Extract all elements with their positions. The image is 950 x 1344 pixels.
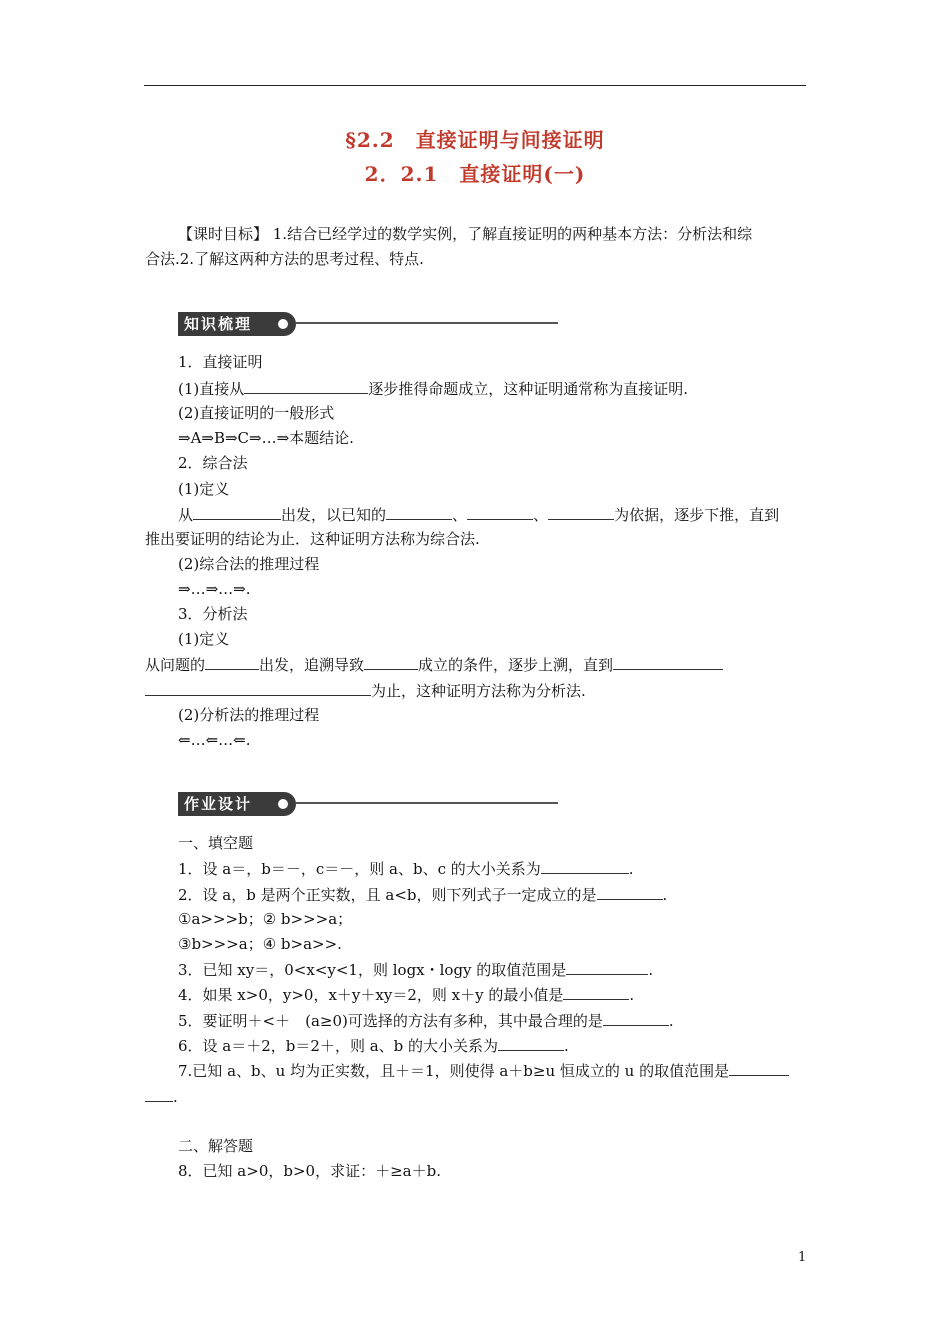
homework-section-1: 一、填空题 [178,834,254,852]
text: 出发，以已知的 [281,506,387,524]
text: 出发，追溯导致 [259,656,365,674]
text: 7.已知 a、b、u 均为正实数，且＋＝1，则使得 a＋b≥u 恒成立的 u 的取值范围是 [178,1062,730,1080]
text: 从问题的 [145,656,206,674]
fill-blank [603,1010,669,1026]
fill-blank [566,959,648,975]
text: . [668,1012,674,1030]
banner-rule [296,802,558,804]
text: 、 [533,506,549,524]
text: 3．已知 xy＝，0<x<y<1，则 logx・logy 的取值范围是 [178,961,567,979]
text: 成立的条件，逐步上溯，直到 [418,656,614,674]
knowledge-l11: 3．分析法 [178,605,248,623]
text: . [173,1088,178,1106]
knowledge-l16: ⇐…⇐…⇐. [178,731,251,749]
header-rule [144,85,806,86]
fill-blank [548,504,614,520]
knowledge-l14 [145,680,586,701]
text: 为止，这种证明方法称为分析法. [371,682,586,700]
text: . [564,1037,569,1055]
fill-blank [145,680,371,696]
question-6 [178,1035,569,1056]
fill-blank [541,858,629,874]
banner-rule [296,322,558,324]
fill-blank [145,1086,173,1102]
fill-blank [193,504,281,520]
banner-dot-icon [278,799,288,809]
homework-banner-label: 作业设计 [178,792,296,816]
fill-blank [467,504,533,520]
question-2 [178,884,667,905]
knowledge-l10: ⇒…⇒…⇒. [178,580,251,598]
knowledge-l12: (1)定义 [178,630,230,648]
text: 从 [178,506,194,524]
knowledge-banner-label: 知识梳理 [178,312,296,336]
objective-line-2: 合法.2.了解这两种方法的思考过程、特点. [145,250,424,268]
fill-blank [597,884,663,900]
question-7-cont [145,1086,178,1107]
fill-blank [563,984,629,1000]
fill-blank [729,1060,789,1076]
question-2-options-b: ③b>>>a；④ b>a>>. [178,935,342,953]
question-1 [178,858,634,879]
knowledge-l1: 1．直接证明 [178,353,263,371]
text: 5．要证明＋<＋ (a≥0)可选择的方法有多种，其中最合理的是 [178,1012,603,1030]
text: 逐步推得命题成立，这种证明通常称为直接证明. [368,380,689,398]
knowledge-l8: 推出要证明的结论为止．这种证明方法称为综合法. [145,530,480,548]
page-number: 1 [798,1250,807,1265]
question-7 [178,1060,789,1081]
knowledge-l7 [178,504,779,525]
text: . [648,961,654,979]
homework-section-2: 二、解答题 [178,1137,254,1155]
knowledge-l3: (2)直接证明的一般形式 [178,404,335,422]
section-title: §2.2 直接证明与间接证明 [345,128,605,152]
fill-blank [498,1035,564,1051]
knowledge-l9: (2)综合法的推理过程 [178,555,320,573]
knowledge-l15: (2)分析法的推理过程 [178,706,320,724]
homework-banner [178,792,558,816]
objective-line-1: 【课时目标】 1.结合已经学过的数学实例，了解直接证明的两种基本方法：分析法和综 [178,225,753,243]
knowledge-l13 [145,654,723,675]
fill-blank [364,654,418,670]
knowledge-l5: 2．综合法 [178,454,248,472]
question-2-options-a: ①a>>>b；② b>>>a； [178,910,353,928]
fill-blank [386,504,452,520]
knowledge-l2 [178,378,688,399]
text: 为依据，逐步下推，直到 [614,506,780,524]
text: 6．设 a＝＋2，b＝2＋，则 a、b 的大小关系为 [178,1037,499,1055]
text: (1)直接从 [178,380,245,398]
banner-dot-icon [278,319,288,329]
text: . [628,860,634,878]
text: . [629,986,635,1004]
text: 、 [452,506,468,524]
question-3 [178,959,653,980]
knowledge-l4: ⇒A⇒B⇒C⇒…⇒本题结论. [178,429,354,447]
text: 1．设 a＝，b＝－，c＝－，则 a、b、c 的大小关系为 [178,860,541,878]
fill-blank [613,654,723,670]
question-8: 8．已知 a>0，b>0，求证：＋≥a＋b. [178,1162,441,1180]
subsection-title: 2．2.1 直接证明(一) [364,162,586,186]
question-4 [178,984,634,1005]
knowledge-banner [178,312,558,336]
text: 2．设 a，b 是两个正实数，且 a<b，则下列式子一定成立的是 [178,886,597,904]
fill-blank [205,654,259,670]
question-5 [178,1010,674,1031]
knowledge-l6: (1)定义 [178,480,230,498]
text: . [662,886,668,904]
fill-blank [244,378,368,394]
text: 4．如果 x>0，y>0，x＋y＋xy＝2，则 x＋y 的最小值是 [178,986,564,1004]
